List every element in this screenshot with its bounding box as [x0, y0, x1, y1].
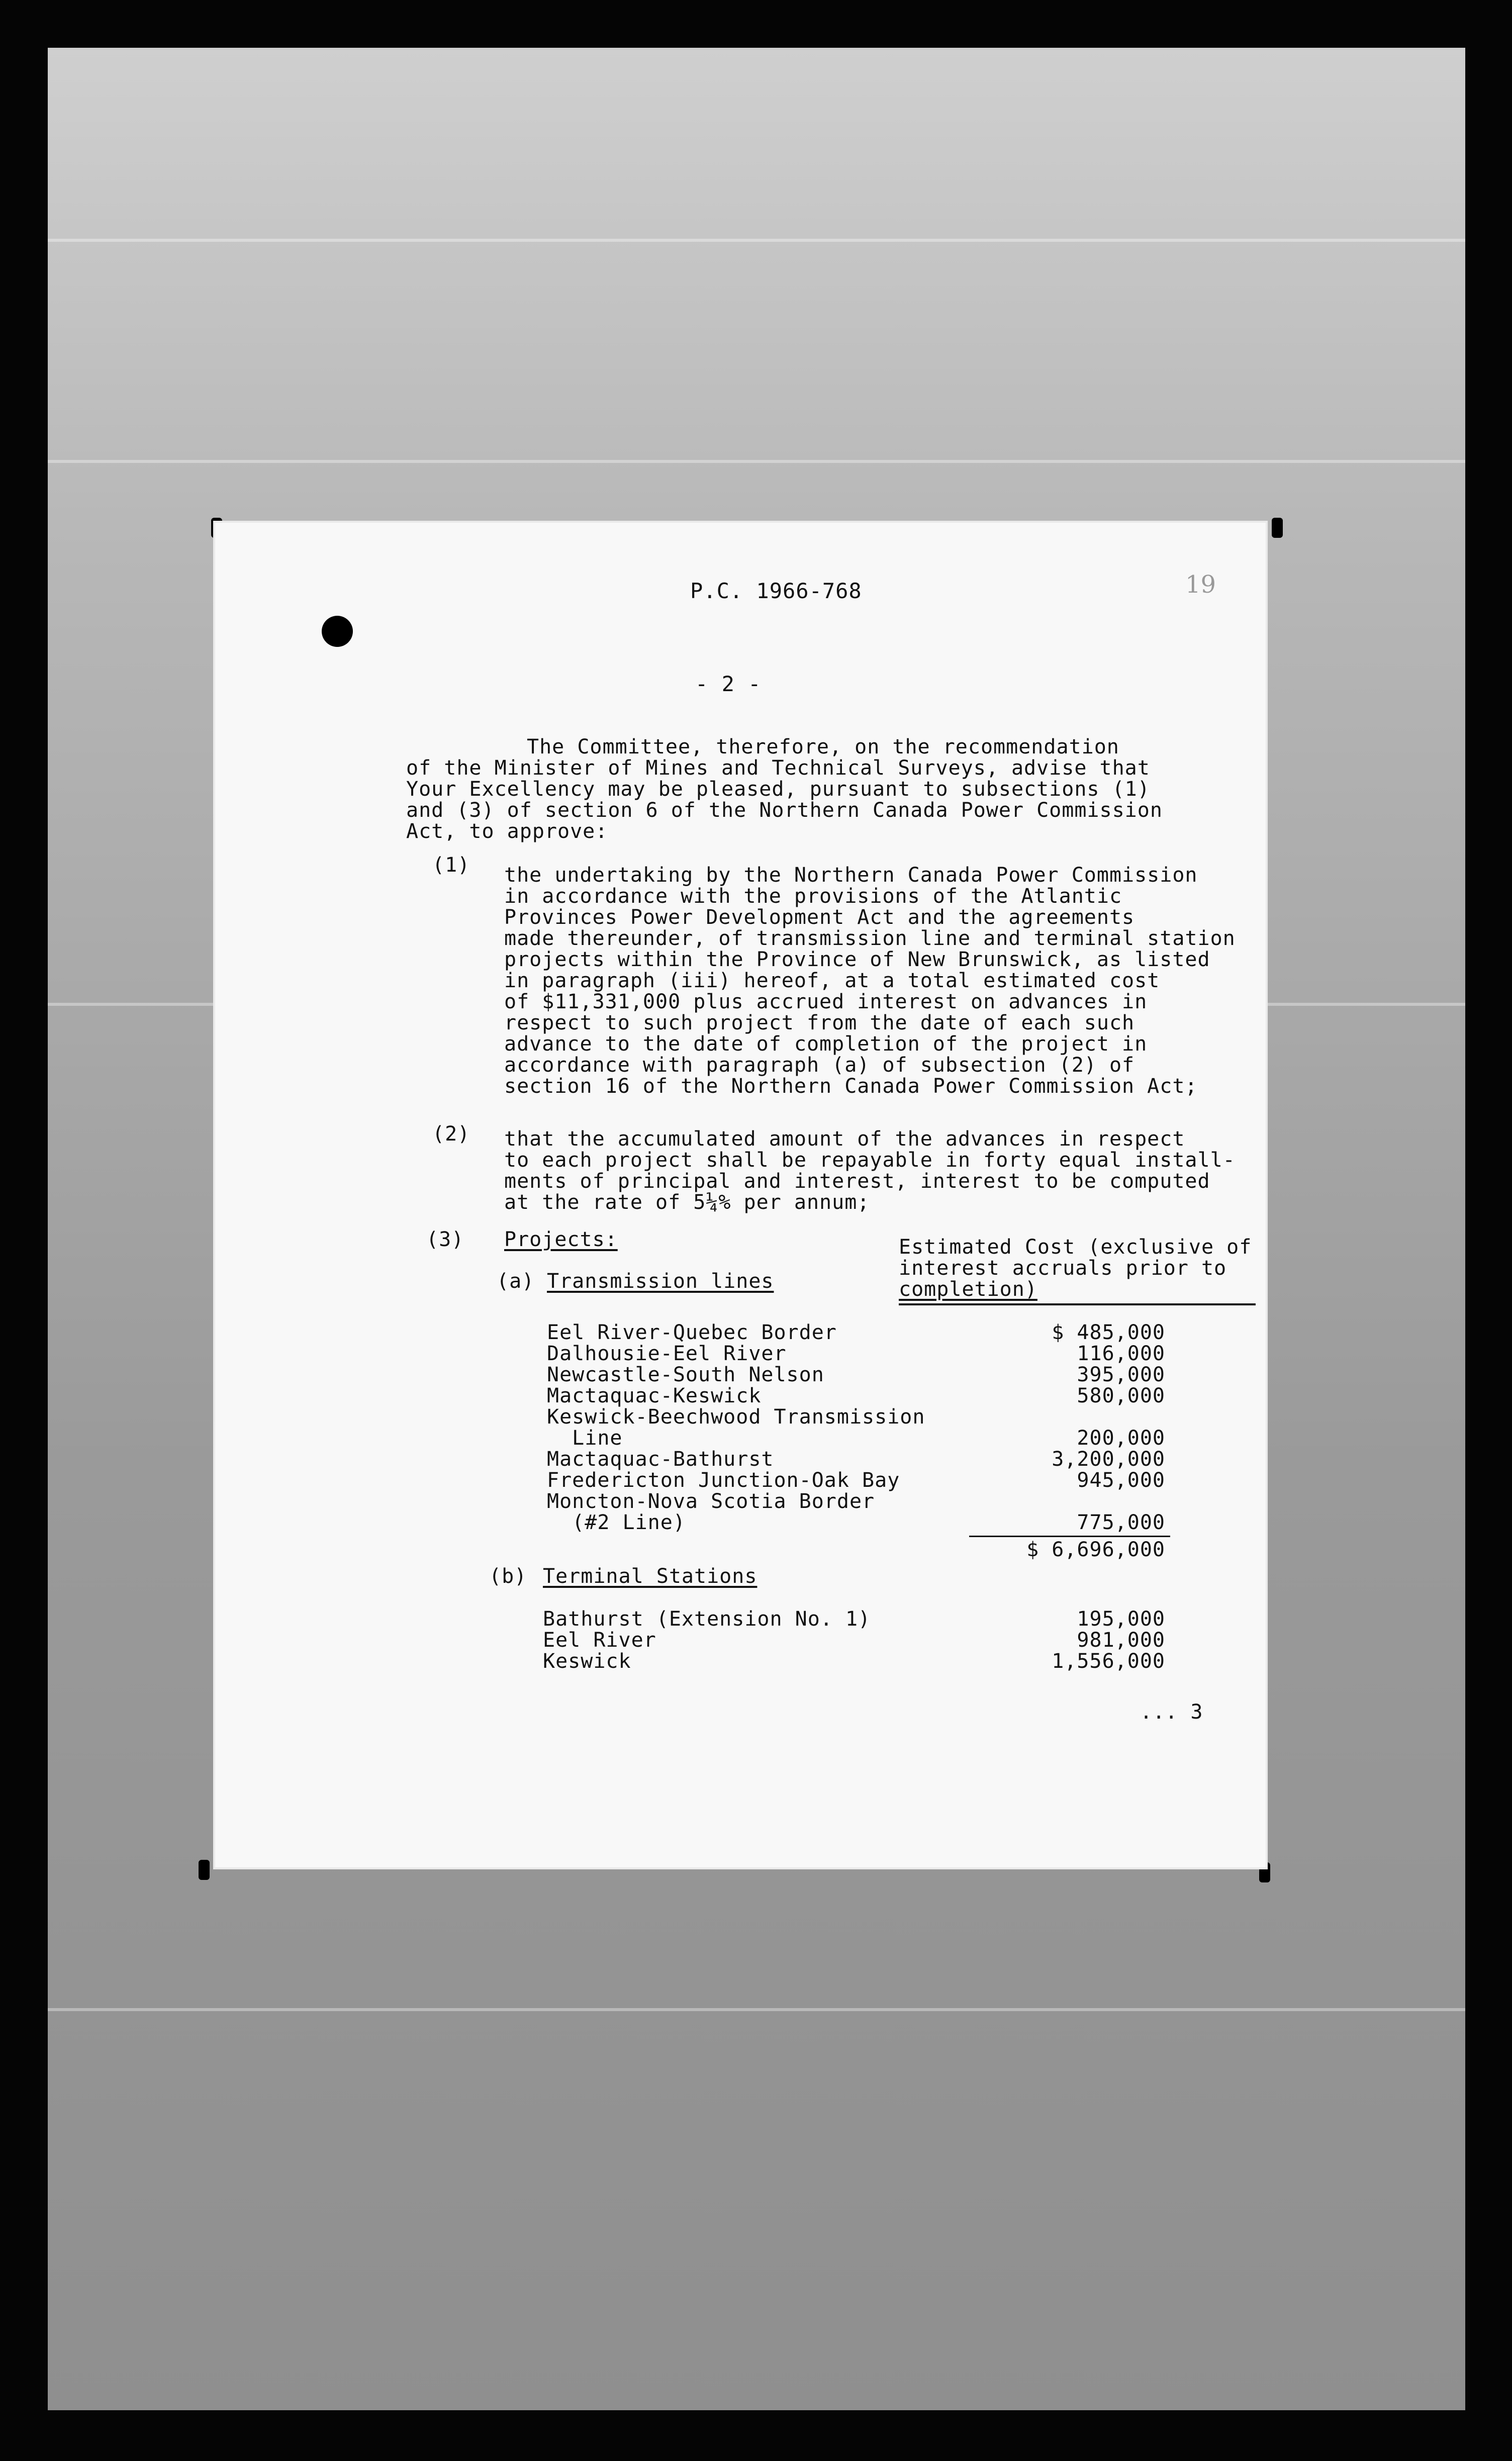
paragraph-line: the undertaking by the Northern Canada Power Commission [504, 864, 1198, 887]
project-cost: 116,000 [1077, 1342, 1165, 1365]
punch-hole [322, 616, 353, 647]
paragraph-number: (2) [432, 1122, 470, 1146]
paragraph-line: to each project shall be repayable in forty equal install- [504, 1149, 1236, 1172]
paragraph-line: respect to such project from the date of each such [504, 1011, 1135, 1034]
paragraph-line: made thereunder, of transmission line and terminal station [504, 927, 1236, 950]
document-header: P.C. 1966-768 [690, 579, 862, 603]
station-cost: 981,000 [1077, 1629, 1165, 1652]
paragraph-number: (3) [426, 1228, 464, 1251]
cost-header-line: interest accruals prior to [899, 1257, 1227, 1280]
page-marker: - 2 - [695, 672, 762, 696]
paragraph-line: Provinces Power Development Act and the agreements [504, 906, 1135, 929]
project-name: Keswick-Beechwood Transmission [547, 1405, 925, 1429]
paragraph-line: in paragraph (iii) hereof, at a total estimated cost [504, 969, 1160, 992]
station-name: Bathurst (Extension No. 1) [543, 1607, 871, 1631]
intro-line: of the Minister of Mines and Technical Surveys, advise that [406, 756, 1150, 780]
paragraph-line: accordance with paragraph (a) of subsection (2) of [504, 1054, 1135, 1077]
paragraph-line: projects within the Province of New Brunswick, as listed [504, 948, 1210, 971]
station-name: Keswick [543, 1650, 631, 1673]
intro-line: The Committee, therefore, on the recommendation [527, 735, 1119, 759]
project-cost: 395,000 [1077, 1363, 1165, 1386]
project-cost: 200,000 [1077, 1427, 1165, 1450]
paragraph-line: in accordance with the provisions of the Atlantic [504, 885, 1122, 908]
intro-line: Act, to approve: [406, 820, 608, 843]
project-cost: 775,000 [1077, 1511, 1165, 1534]
paragraph-line: ments of principal and interest, interest to be computed [504, 1170, 1210, 1193]
document-page [215, 523, 1266, 1867]
projects-label: Projects: [504, 1228, 618, 1251]
project-name: (#2 Line) [547, 1511, 686, 1534]
paragraph-line: that the accumulated amount of the advances in respect [504, 1127, 1185, 1151]
project-name: Line [547, 1427, 623, 1450]
film-notch [1272, 518, 1283, 538]
cost-header-line: Estimated Cost (exclusive of [899, 1236, 1252, 1259]
cost-header-rule [899, 1303, 1256, 1305]
project-name: Mactaquac-Bathurst [547, 1448, 774, 1471]
project-name: Fredericton Junction-Oak Bay [547, 1469, 900, 1492]
page-stamp-number: 19 [1185, 571, 1216, 599]
project-name: Moncton-Nova Scotia Border [547, 1490, 875, 1513]
transmission-total: $ 6,696,000 [1026, 1538, 1165, 1561]
project-name: Newcastle-South Nelson [547, 1363, 824, 1386]
subtotal-rule [969, 1536, 1170, 1537]
scan-streak [48, 239, 1465, 242]
project-cost: 580,000 [1077, 1384, 1165, 1407]
project-name: Eel River-Quebec Border [547, 1321, 837, 1344]
station-cost: 1,556,000 [1052, 1650, 1165, 1673]
continuation-marker: ... 3 [1140, 1700, 1203, 1724]
project-name: Mactaquac-Keswick [547, 1384, 762, 1407]
paragraph-line: at the rate of 5¼% per annum; [504, 1191, 870, 1214]
project-cost: $ 485,000 [1052, 1321, 1165, 1344]
film-notch [199, 1860, 210, 1880]
project-cost: 3,200,000 [1052, 1448, 1165, 1471]
station-name: Eel River [543, 1629, 656, 1652]
project-cost: 945,000 [1077, 1469, 1165, 1492]
station-cost: 195,000 [1077, 1607, 1165, 1631]
scan-streak [48, 2008, 1465, 2011]
section-b-title: Terminal Stations [543, 1565, 758, 1588]
intro-line: and (3) of section 6 of the Northern Canada Power Commission [406, 799, 1163, 822]
scan-streak [48, 460, 1465, 463]
cost-header-line: completion) [899, 1278, 1037, 1301]
section-b-label: (b) [489, 1565, 527, 1588]
section-a-title: Transmission lines [547, 1270, 774, 1293]
paragraph-line: advance to the date of completion of the project in [504, 1032, 1148, 1056]
paragraph-line: of $11,331,000 plus accrued interest on advances in [504, 990, 1148, 1013]
paragraph-number: (1) [432, 854, 470, 877]
section-a-label: (a) [497, 1270, 535, 1293]
project-name: Dalhousie-Eel River [547, 1342, 787, 1365]
paragraph-line: section 16 of the Northern Canada Power Commission Act; [504, 1075, 1198, 1098]
intro-line: Your Excellency may be pleased, pursuant to subsections (1) [406, 778, 1150, 801]
